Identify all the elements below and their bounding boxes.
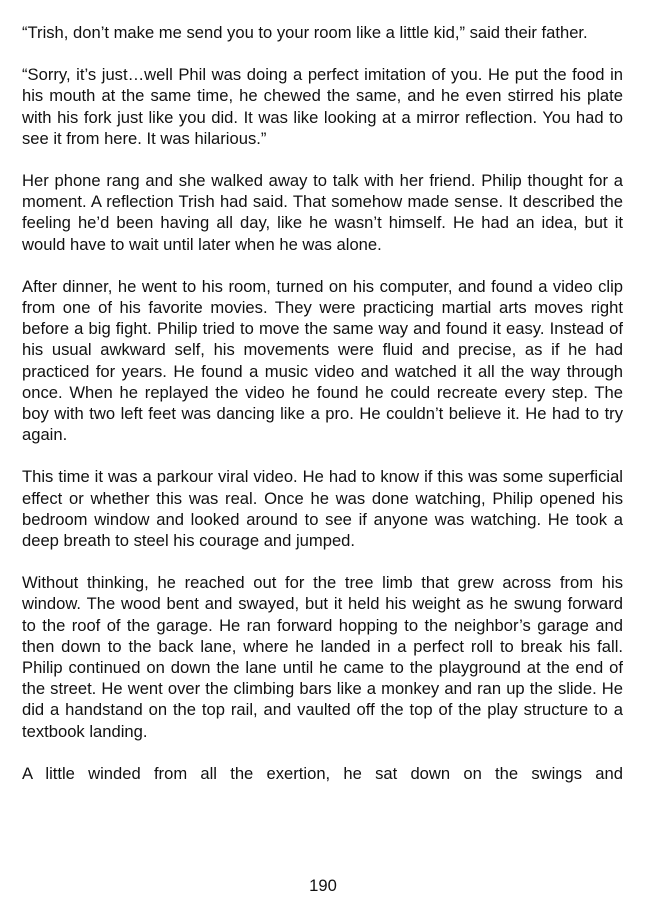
paragraph: Without thinking, he reached out for the tree limb that grew across from his window. The wood bent and swayed, but it held his weight as he swung forward to the roof of the garage. He ran forward hopping to the neighbor’s garage and then down to the back lane, where he landed in a perfect roll to break his fall. Philip continued on down the lane until he came to the playground at the end of the street. He went over the climbing bars like a monkey and ran up the slide. He did a handstand on the top rail, and vaulted off the top of the play structure to a textbook landing. — [22, 573, 623, 741]
paragraph-last-line: A little winded from all the exertion, he sat down on the swings and — [22, 763, 623, 783]
paragraph: “Trish, don’t make me send you to your room like a little kid,” said their father. — [22, 23, 588, 42]
paragraph: Her phone rang and she walked away to talk with her friend. Philip thought for a moment. A reflection Trish had said. That somehow made sense. It described the feeling he’d been having all day, like he wasn’t himself. He had an idea, but it would have to wait until later when he was alone. — [22, 171, 623, 254]
page-body — [22, 22, 623, 805]
page-number: 190 — [309, 876, 337, 895]
paragraph: This time it was a parkour viral video. He had to know if this was some superficial effect or whether this was real. Once he was done watching, Philip opened his bedroom window and looked around to see if anyone was watching. He took a deep breath to steel his courage and jumped. — [22, 467, 623, 551]
paragraph: “Sorry, it’s just…well Phil was doing a perfect imitation of you. He put the food in his mouth at the same time, he chewed the same, and he even stirred his plate with his fork just like you did. It was like looking at a mirror reflection. You had to see it from here. It was hilarious.” — [22, 65, 623, 148]
paragraph: After dinner, he went to his room, turned on his computer, and found a video clip from one of his favorite movies. They were practicing martial arts moves right before a big fight. Philip tried to move the same way and found it easy. Instead of his usual awkward self, his movements were fluid and precise, as if he had practiced for years. He found a music video and watched it all the way through once. When he replayed the video he found he could recreate every step. The boy with two left feet was dancing like a pro. He couldn’t believe it. He had to try again. — [22, 276, 623, 445]
